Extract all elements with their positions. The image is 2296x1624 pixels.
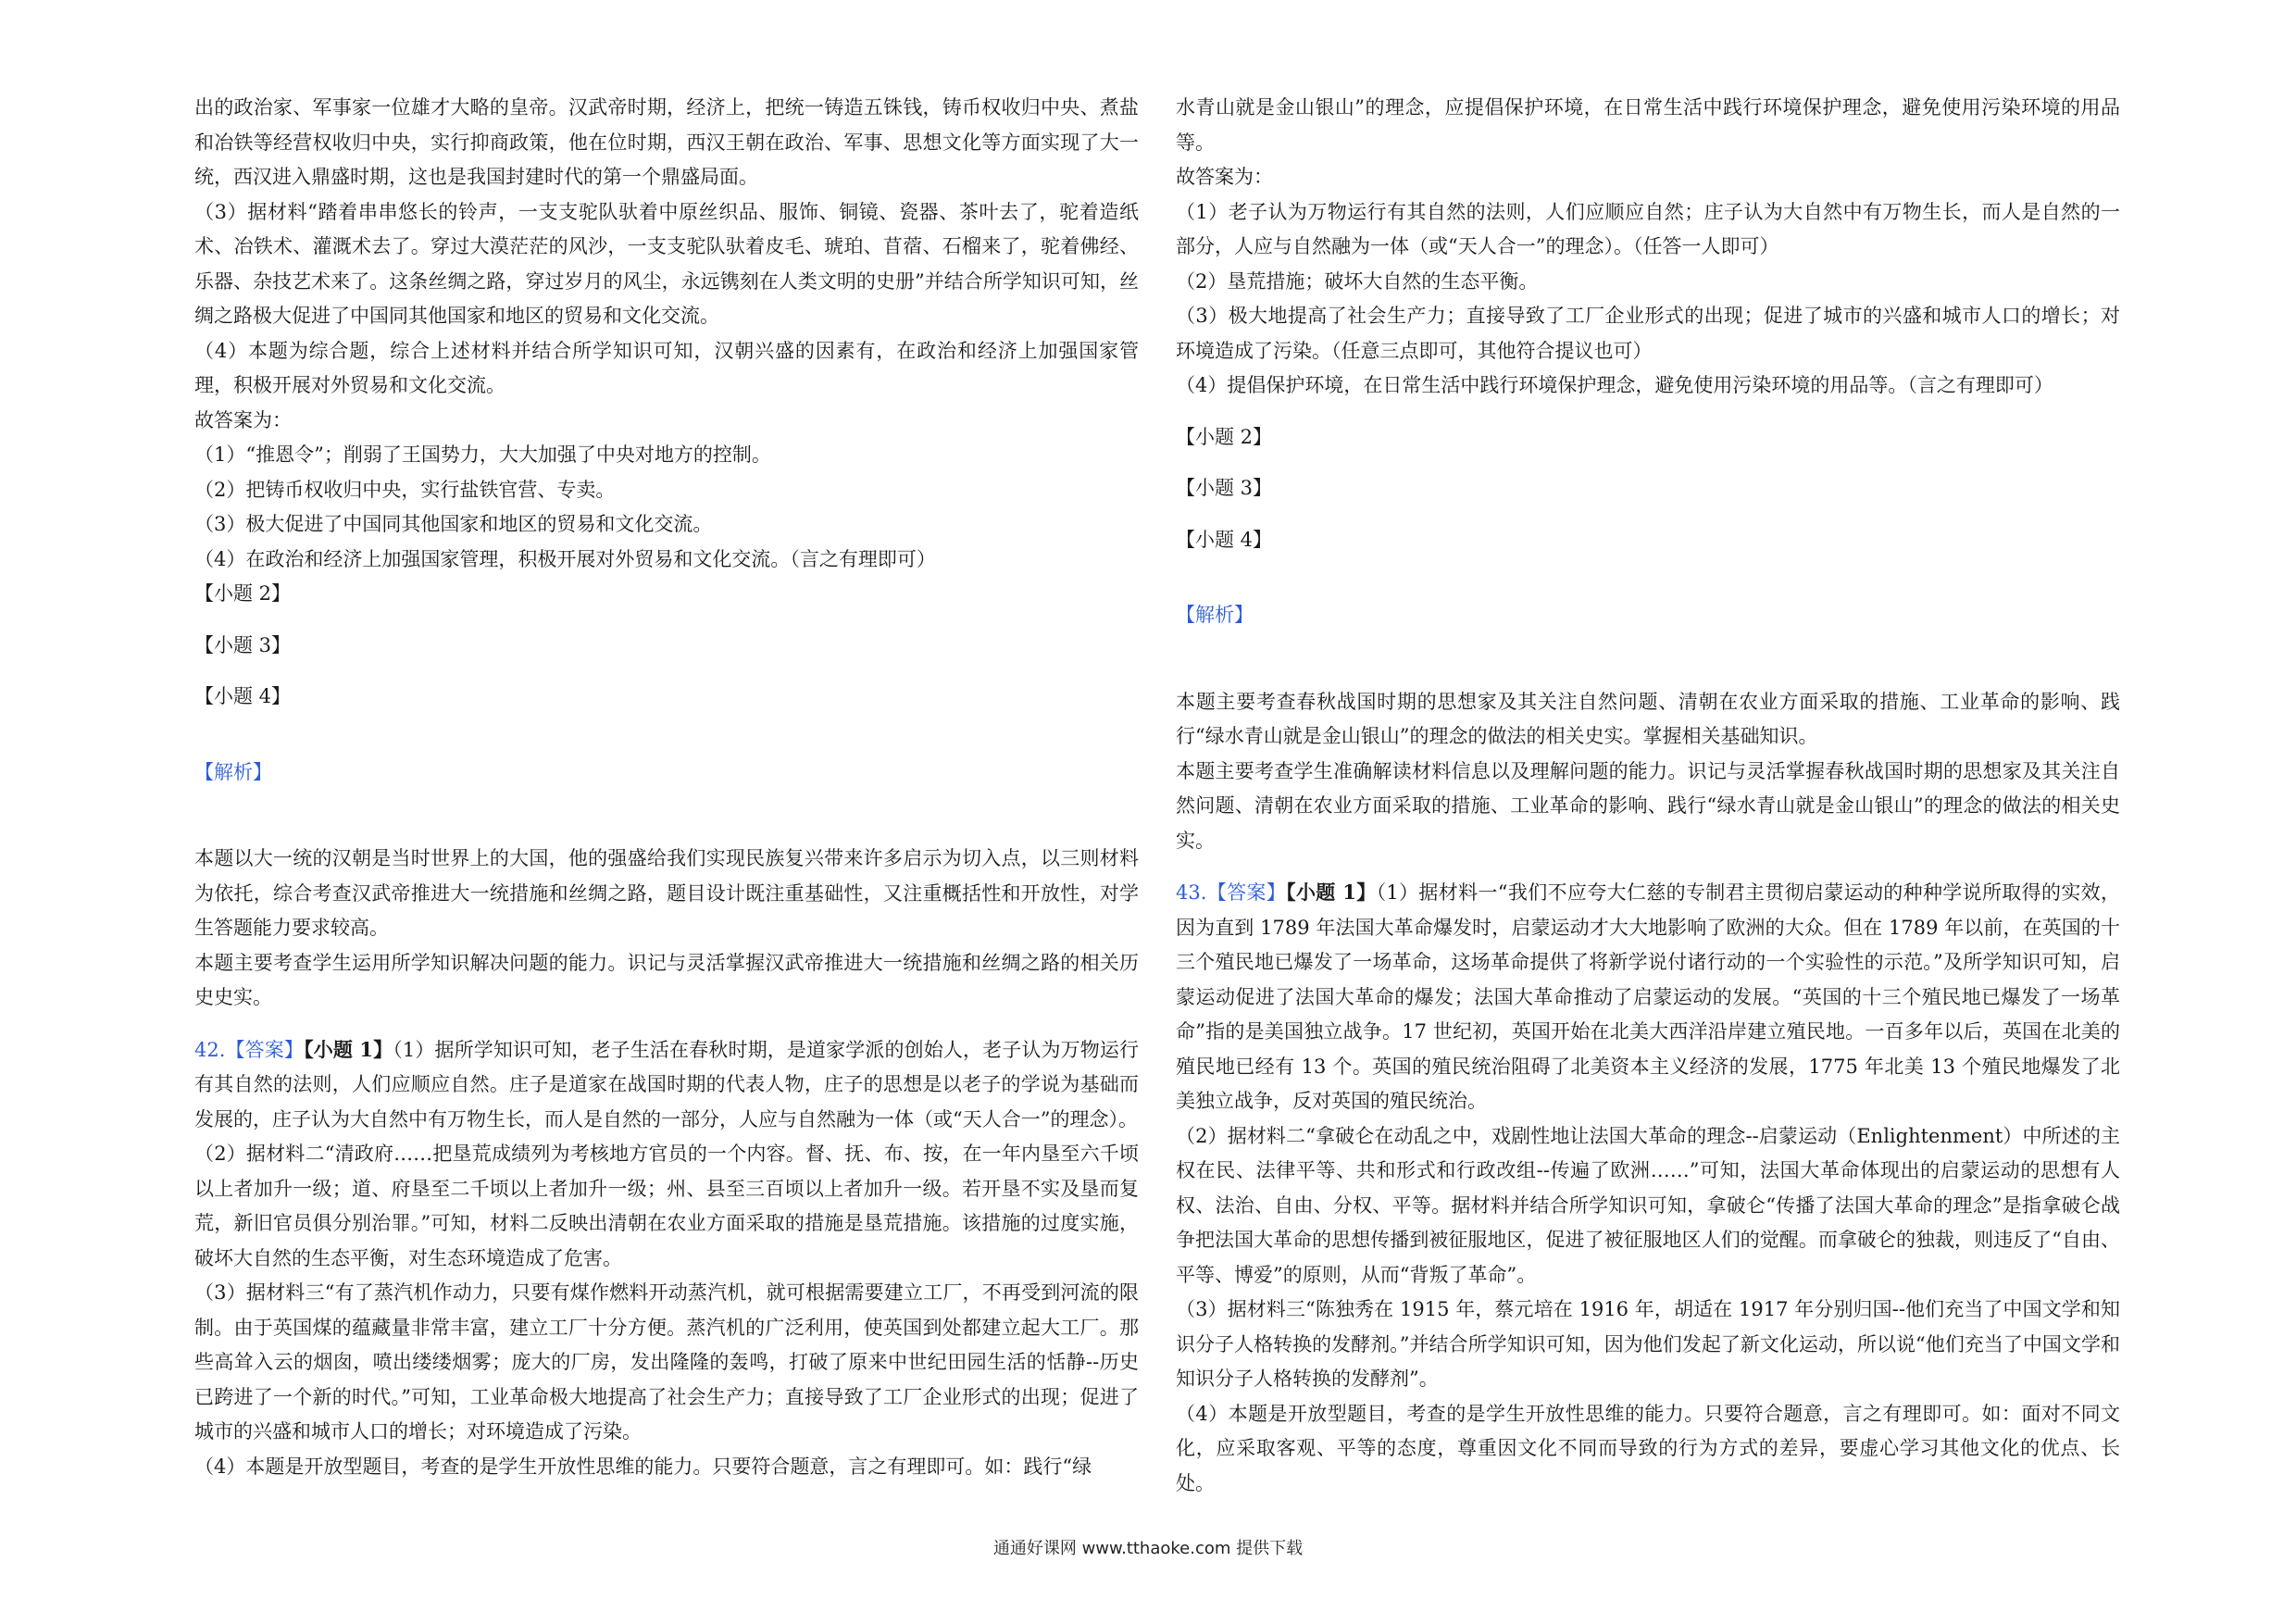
question-number: 42. — [194, 1038, 226, 1061]
paragraph: （2）垦荒措施；破坏大自然的生态平衡。 — [1176, 269, 1539, 293]
paragraph: （3）据材料三“陈独秀在 1915 年，蔡元培在 1916 年，胡适在 1917 年分别归国--他们充当了中国文学和知识分子人格转换的发酵剂。”并结合所学知识可知，因为他们发起了新文化运动，所以说“他们充当了中国文学和知识分子人格转换的发酵剂”。 — [1176, 1298, 2120, 1390]
answer-text: （1）据材料一“我们不应夸大仁慈的专制君主贯彻启蒙运动的种种学说所取得的实效，因为直到 1789 年法国大革命爆发时，启蒙运动才大大地影响了欧洲的大众。但在 1789 年以前，在英国的十三个殖民地已爆发了一场革命，这场革命提供了将新学说付诸行动的一个实验性的示范。”及所学知识可知，启蒙运动促进了法国大革命的爆发；法国大革命推动了启蒙运动的发展。“英国的十三个殖民地已爆发了一场革命”指的是美国独立战争。17 世纪初，英国开始在北美大西洋沿岸建立殖民地。一百多年以后，英国在北美的殖民地已经有 13 个。英国的殖民统治阻碍了北美资本主义经济的发展，1775 年北美 13 个殖民地爆发了北美独立战争，反对英国的殖民统治。 — [1176, 881, 2121, 1112]
paragraph: （4）本题是开放型题目，考查的是学生开放性思维的能力。只要符合题意，言之有理即可。如：面对不同文化，应采取客观、平等的态度，尊重因文化不同而导致的行为方式的差异，要虚心学习其他文化的优点、长处。 — [1176, 1402, 2120, 1494]
paragraph: （1）“推恩令”；削弱了王国势力，大大加强了中央对地方的控制。 — [194, 443, 771, 466]
analysis-heading: 【解析】 — [194, 760, 272, 783]
question-43-answer — [1176, 875, 2120, 1119]
paragraph: 故答案为： — [1176, 166, 1273, 188]
paragraph: （3）据材料“踏着串串悠长的铃声，一支支驼队驮着中原丝织品、服饰、铜镜、瓷器、茶叶去了，驼着造纸术、冶铁术、灌溉术去了。穿过大漠茫茫的风沙，一支支驼队驮着皮毛、琥珀、苜蓿、石榴来了，驼着佛经、乐器、杂技艺术来了。这条丝绸之路，穿过岁月的风尘，永远镌刻在人类文明的史册”并结合所学知识可知，丝绸之路极大促进了中国同其他国家和地区的贸易和文化交流。 — [194, 200, 1139, 327]
paragraph: （3）极大促进了中国同其他国家和地区的贸易和文化交流。 — [194, 513, 713, 535]
paragraph: （3）极大地提高了社会生产力；直接导致了工厂企业形式的出现；促进了城市的兴盛和城市人口的增长；对环境造成了污染。（任意三点即可，其他符合提议也可） — [1176, 305, 2120, 362]
paragraph: 本题主要考查学生准确解读材料信息以及理解问题的能力。识记与灵活掌握春秋战国时期的思想家及其关注自然问题、清朝在农业方面采取的措施、工业革命的影响、践行“绿水青山就是金山银山”的理念的做法的相关史实。 — [1176, 759, 2120, 852]
subquestion-label: 【小题 4】 — [1176, 528, 1273, 551]
subquestion-label: 【小题 2】 — [1176, 425, 1273, 448]
paragraph: （4）在政治和经济上加强国家管理，积极开展对外贸易和文化交流。（言之有理即可） — [194, 547, 936, 570]
subquestion-tag: 【小题 1】 — [304, 1037, 393, 1061]
paragraph: （1）老子认为万物运行有其自然的法则，人们应顺应自然；庄子认为大自然中有万物生长，而人是自然的一部分，人应与自然融为一体（或“天人合一”的理念）。（任答一人即可） — [1176, 200, 2120, 257]
subquestion-label: 【小题 4】 — [194, 685, 292, 707]
paragraph: 故答案为： — [194, 408, 292, 431]
question-42-answer — [194, 1032, 1139, 1138]
page-footer: 通通好课网 www.tthaoke.com 提供下载 — [992, 1539, 1304, 1558]
question-number: 43. — [1176, 881, 1207, 904]
paragraph: （2）据材料二“拿破仑在动乱之中，戏剧性地让法国大革命的理念--启蒙运动（Enlightenment）中所述的主权在民、法律平等、共和形式和行政改组--传遍了欧洲……”可知，法国大革命体现出的启蒙运动的思想有人权、法治、自由、分权、平等。据材料并结合所学知识可知，拿破仑“传播了法国大革命的理念”是指拿破仑战争把法国大革命的思想传播到被征服地区，促进了被征服地区人们的觉醒。而拿破仑的独裁，则违反了“自由、平等、博爱”的原则，从而“背叛了革命”。 — [1176, 1124, 2120, 1286]
answer-tag: 【答案】 — [225, 1038, 305, 1061]
subquestion-label: 【小题 2】 — [194, 582, 292, 605]
answer-text: （1）据所学知识可知，老子生活在春秋时期，是道家学派的创始人，老子认为万物运行有其自然的法则，人们应顺应自然。庄子是道家在战国时期的代表人物，庄子的思想是以老子的学说为基础而发展的，庄子认为大自然中有万物生长，而人是自然的一部分，人应与自然融为一体（或“天人合一”的理念）。 — [194, 1038, 1140, 1131]
answer-tag: 【答案】 — [1206, 881, 1287, 904]
paragraph: （4）提倡保护环境，在日常生活中践行环境保护理念，避免使用污染环境的用品等。（言之有理即可） — [1176, 374, 2053, 396]
paragraph: （4）本题是开放型题目，考查的是学生开放性思维的能力。只要符合题意，言之有理即可。如：践行“绿 — [194, 1455, 1092, 1478]
subquestion-label: 【小题 3】 — [1176, 477, 1273, 499]
subquestion-label: 【小题 3】 — [194, 633, 292, 656]
paragraph: （2）据材料二“清政府……把垦荒成绩列为考核地方官员的一个内容。督、抚、布、按，在一年内垦至六千顷以上者加升一级；道、府垦至二千顷以上者加升一级；州、县至三百顷以上者加升一级。若开垦不实及垦而复荒，新旧官员俱分别治罪。”可知，材料二反映出清朝在农业方面采取的措施是垦荒措施。该措施的过度实施，破坏大自然的生态平衡，对生态环境造成了危害。 — [194, 1143, 1139, 1269]
paragraph: 本题以大一统的汉朝是当时世界上的大国，他的强盛给我们实现民族复兴带来许多启示为切入点，以三则材料为依托，综合考查汉武帝推进大一统措施和丝绸之路，题目设计既注重基础性，又注重概括性和开放性，对学生答题能力要求较高。 — [194, 847, 1139, 939]
right-column — [1176, 91, 2120, 1501]
analysis-heading: 【解析】 — [1176, 604, 1254, 626]
paragraph: （3）据材料三“有了蒸汽机作动力，只要有煤作燃料开动蒸汽机，就可根据需要建立工厂，不再受到河流的限制。由于英国煤的蕴藏量非常丰富，建立工厂十分方便。蒸汽机的广泛利用，使英国到处都建立起大工厂。那些高耸入云的烟囱，喷出缕缕烟雾；庞大的厂房，发出隆隆的轰鸣，打破了原来中世纪田园生活的恬静--历史已跨进了一个新的时代。”可知，工业革命极大地提高了社会生产力；直接导致了工厂企业形式的出现；促进了城市的兴盛和城市人口的增长；对环境造成了污染。 — [194, 1281, 1139, 1443]
paragraph: 出的政治家、军事家一位雄才大略的皇帝。汉武帝时期，经济上，把统一铸造五铢钱，铸币权收归中央、煮盐和冶铁等经营权收归中央，实行抑商政策，他在位时期，西汉王朝在政治、军事、思想文化等方面实现了大一统，西汉进入鼎盛时期，这也是我国封建时代的第一个鼎盛局面。 — [194, 96, 1139, 188]
paragraph: （4）本题为综合题，综合上述材料并结合所学知识可知，汉朝兴盛的因素有，在政治和经济上加强国家管理，积极开展对外贸易和文化交流。 — [194, 339, 1139, 396]
paragraph: 本题主要考查春秋战国时期的思想家及其关注自然问题、清朝在农业方面采取的措施、工业革命的影响、践行“绿水青山就是金山银山”的理念的做法的相关史实。掌握相关基础知识。 — [1176, 690, 2120, 747]
left-column — [194, 91, 1139, 1484]
paragraph: 本题主要考查学生运用所学知识解决问题的能力。识记与灵活掌握汉武帝推进大一统措施和丝绸之路的相关历史史实。 — [194, 951, 1139, 1008]
subquestion-tag: 【小题 1】 — [1286, 881, 1377, 904]
paragraph: 水青山就是金山银山”的理念，应提倡保护环境，在日常生活中践行环境保护理念，避免使用污染环境的用品等。 — [1176, 96, 2120, 154]
paragraph: （2）把铸币权收归中央，实行盐铁官营、专卖。 — [194, 478, 616, 501]
